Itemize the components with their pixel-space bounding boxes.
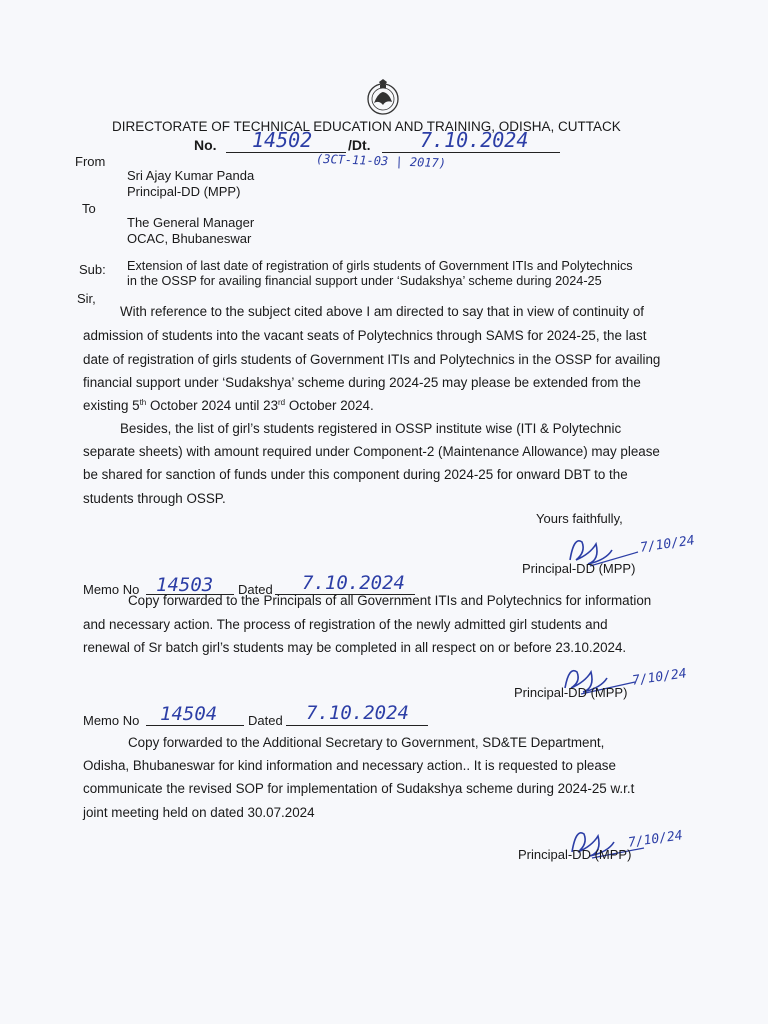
para2-line-3: be shared for sanction of funds under this component during 2024-25 for onward DBT to the [83, 467, 628, 482]
letter-date-line [382, 152, 560, 153]
para1-line-3: date of registration of girls students of Government ITIs and Polytechnics in the OSSP for availing [83, 352, 661, 367]
para2-line-1: Besides, the list of girl’s students registered in OSSP institute wise (ITI & Polytechnic [120, 421, 622, 436]
letter-number-label: No. [194, 137, 217, 153]
signature-1-designation: Principal-DD (MPP) [522, 561, 636, 576]
subject-line-1: Extension of last date of registration of girls students of Government ITIs and Polytechnics [127, 259, 633, 273]
file-reference: (3CT-11-03 | 2017) [315, 151, 447, 171]
subject-line-2: in the OSSP for availing financial support under ‘Sudakshya’ scheme during 2024-25 [127, 274, 602, 288]
org-heading: DIRECTORATE OF TECHNICAL EDUCATION AND TRAINING, ODISHA, CUTTACK [112, 119, 621, 134]
memo1-date-value: 7.10.2024 [302, 572, 405, 594]
signature-2-designation: Principal-DD (MPP) [514, 685, 628, 700]
signature-1-date: 7/10/24 [639, 533, 696, 556]
memo1-line-3: renewal of Sr batch girl’s students may be completed in all respect on or before 23.10.2024. [83, 640, 627, 655]
memo2-label: Memo No [83, 713, 140, 728]
memo2-line-1: Copy forwarded to the Additional Secretary to Government, SD&TE Department, [128, 735, 605, 750]
para1-line-5: existing 5th October 2024 until 23rd October 2024. [83, 398, 374, 413]
signature-3-date: 7/10/24 [627, 828, 684, 851]
signature-2-date: 7/10/24 [631, 666, 688, 689]
letter-date-value: 7.10.2024 [420, 128, 529, 152]
memo2-line-2: Odisha, Bhubaneswar for kind information and necessary action.. It is requested to please [83, 758, 616, 773]
memo2-line-4: joint meeting held on dated 30.07.2024 [83, 805, 315, 820]
para1-line-2: admission of students into the vacant seats of Polytechnics through SAMS for 2024-25, the last [83, 328, 647, 343]
memo1-number-value: 14503 [156, 574, 214, 596]
to-name: The General Manager [127, 215, 255, 230]
memo2-date-value: 7.10.2024 [306, 702, 409, 724]
memo1-line-2: and necessary action. The process of registration of the newly admitted girl students and [83, 617, 608, 632]
signature-3-designation: Principal-DD (MPP) [518, 847, 632, 862]
from-name: Sri Ajay Kumar Panda [127, 168, 255, 183]
memo1-dated-label: Dated [238, 582, 273, 597]
memo1-line-1: Copy forwarded to the Principals of all Government ITIs and Polytechnics for information [128, 593, 652, 608]
to-label: To [82, 201, 96, 216]
salutation: Sir, [77, 291, 96, 306]
memo2-date-line [286, 725, 428, 726]
closing: Yours faithfully, [536, 511, 623, 526]
memo1-label: Memo No [83, 582, 140, 597]
memo2-number-line [146, 725, 244, 726]
para2-line-4: students through OSSP. [83, 491, 226, 506]
memo2-dated-label: Dated [248, 713, 283, 728]
memo2-number-value: 14504 [160, 703, 218, 725]
para1-line-4: financial support under ‘Sudakshya’ scheme during 2024-25 may please be extended from the [83, 375, 641, 390]
letter-number-value: 14502 [252, 128, 313, 152]
para1-line-1: With reference to the subject cited above I am directed to say that in view of continuity of [120, 304, 644, 319]
state-emblem-icon [364, 78, 402, 118]
para2-line-2: separate sheets) with amount required under Component-2 (Maintenance Allowance) may please [83, 444, 660, 459]
to-office: OCAC, Bhubaneswar [127, 231, 252, 246]
letter-date-label: /Dt. [348, 137, 371, 153]
memo2-line-3: communicate the revised SOP for implementation of Sudakshya scheme during 2024-25 w.r.t [83, 781, 635, 796]
from-designation: Principal-DD (MPP) [127, 184, 241, 199]
subject-label: Sub: [79, 262, 106, 277]
from-label: From [75, 154, 106, 169]
